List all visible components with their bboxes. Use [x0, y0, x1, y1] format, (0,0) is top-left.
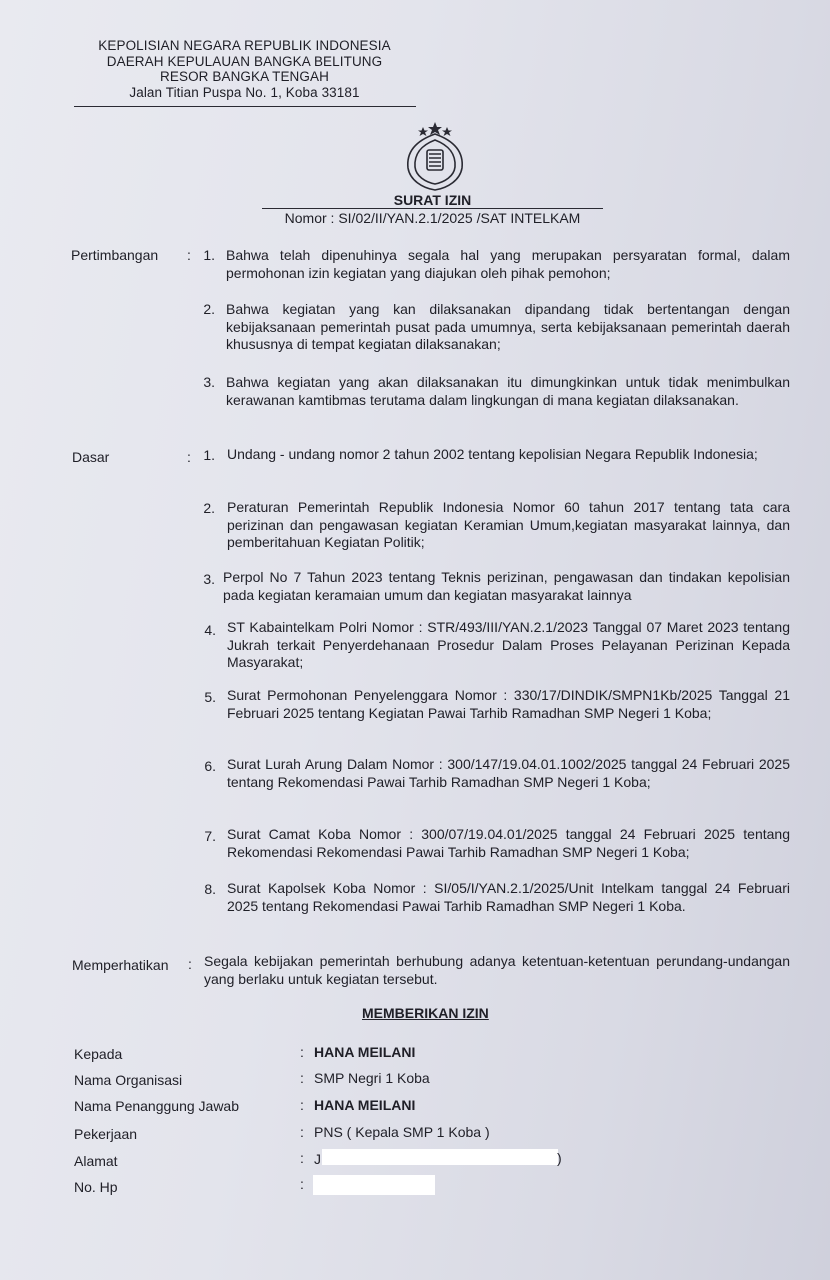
police-crest-icon — [396, 120, 474, 194]
document-number: Nomor : SI/02/II/YAN.2.1/2025 /SAT INTELKAM — [284, 210, 581, 226]
document-title: SURAT IZIN — [393, 192, 472, 208]
list-item: Perpol No 7 Tahun 2023 tentang Teknis perizinan, pengawasan dan tindakan kepolisian pada kegiatan keramaian umum dan kegiatan masyarakat lainnya — [223, 569, 790, 603]
field-label: Alamat — [74, 1153, 118, 1169]
list-number: 1. — [203, 247, 215, 263]
list-number: 2. — [203, 500, 215, 516]
letterhead-line-3: RESOR BANGKA TENGAH — [160, 69, 329, 84]
field-colon: : — [300, 1044, 304, 1060]
list-number: 4. — [204, 622, 216, 638]
letterhead-line-4: Jalan Titian Puspa No. 1, Koba 33181 — [129, 84, 360, 100]
field-value-alamat: J — [314, 1151, 321, 1167]
field-label: Pekerjaan — [74, 1126, 138, 1142]
section-colon: : — [187, 449, 191, 465]
memperhatikan-text: Segala kebijakan pemerintah berhubung adanya ketentuan-ketentuan perundang-undangan yang berlaku untuk kegiatan tersebut. — [204, 953, 790, 987]
list-item: Surat Kapolsek Koba Nomor : SI/05/I/YAN.2.1/2025/Unit Intelkam tanggal 24 Februari 2025 tentang Rekomendasi Pawai Tarhib Ramadhan SMP Negeri 1 Koba. — [227, 880, 790, 914]
list-number: 1. — [203, 447, 215, 463]
section-label-memperhatikan: Memperhatikan — [72, 957, 169, 973]
field-colon: : — [300, 1176, 304, 1192]
list-item: Bahwa kegiatan yang akan dilaksanakan itu dimungkinkan untuk tidak menimbulkan kerawanan kamtibmas terutama dalam lingkungan di mana kegiatan dilaksanakan. — [226, 374, 790, 408]
list-number: 8. — [204, 881, 216, 897]
field-colon: : — [300, 1124, 304, 1140]
list-number: 6. — [204, 758, 216, 774]
title-underline — [262, 208, 603, 209]
field-value-penanggung-jawab: HANA MEILANI — [314, 1097, 416, 1113]
field-colon: : — [300, 1097, 304, 1113]
letterhead-divider — [74, 106, 416, 107]
field-value-pekerjaan: PNS ( Kepala SMP 1 Koba ) — [314, 1124, 490, 1140]
section-label-pertimbangan: Pertimbangan — [71, 247, 159, 263]
list-item: Surat Lurah Arung Dalam Nomor : 300/147/19.04.01.1002/2025 tanggal 24 Februari 2025 tentang Rekomendasi Pawai Tarhib Ramadhan SMP Negeri 1 Koba; — [227, 756, 790, 790]
field-label: Nama Penanggung Jawab — [74, 1098, 240, 1114]
list-item: Surat Camat Koba Nomor : 300/07/19.04.01/2025 tanggal 24 Februari 2025 tentang Rekomendasi Rekomendasi Pawai Tarhib Ramadhan SMP Negeri 1 Koba; — [227, 826, 790, 860]
letterhead — [72, 38, 417, 100]
letterhead-line-1: KEPOLISIAN NEGARA REPUBLIK INDONESIA — [98, 38, 391, 53]
field-value-kepada: HANA MEILANI — [314, 1044, 416, 1060]
section-colon: : — [188, 956, 192, 972]
redaction-box — [322, 1149, 558, 1165]
letterhead-line-2: DAERAH KEPULAUAN BANGKA BELITUNG — [106, 53, 383, 69]
field-label: Nama Organisasi — [74, 1072, 183, 1088]
redaction-box — [313, 1175, 435, 1195]
list-item: Peraturan Pemerintah Republik Indonesia Nomor 60 tahun 2017 tentang tata cara perizinan dan pengawasan kegiatan Keramian Umum,kegiatan masyarakat lainnya, dan pemberitahuan Kegiatan Politik; — [227, 499, 790, 550]
list-item: ST Kabaintelkam Polri Nomor : STR/493/III/YAN.2.1/2023 Tanggal 07 Maret 2023 tentang Jukrah terkait Penyerdehanaan Prosedur Dalam Proses Pelayanan Perizinan Kepada Masyarakat; — [227, 619, 790, 670]
list-number: 7. — [204, 828, 216, 844]
list-item: Undang - undang nomor 2 tahun 2002 tentang kepolisian Negara Republik Indonesia; — [227, 446, 758, 462]
list-number: 3. — [203, 374, 215, 390]
section-colon: : — [187, 247, 191, 263]
grant-heading: MEMBERIKAN IZIN — [362, 1005, 489, 1021]
field-colon: : — [300, 1070, 304, 1086]
section-label-dasar: Dasar — [72, 449, 110, 465]
field-value-alamat-trail: ) — [557, 1150, 562, 1166]
list-number: 5. — [204, 689, 216, 705]
list-item: Bahwa telah dipenuhinya segala hal yang merupakan persyaratan formal, dalam permohonan izin kegiatan yang diajukan oleh pihak pemohon; — [226, 247, 790, 281]
field-value-organisasi: SMP Negri 1 Koba — [314, 1070, 430, 1086]
field-colon: : — [300, 1150, 304, 1166]
field-label: No. Hp — [74, 1179, 118, 1195]
field-label: Kepada — [74, 1046, 123, 1062]
list-item: Bahwa kegiatan yang kan dilaksanakan dipandang tidak bertentangan dengan kebijaksanaan pemerintah pusat pada umumnya, serta kebijaksanaan pemerintah daerah khususnya di tempat kegiatan dilaksanakan; — [226, 301, 790, 352]
list-item: Surat Permohonan Penyelenggara Nomor : 330/17/DINDIK/SMPN1Kb/2025 Tanggal 21 Februari 2025 tentang Kegiatan Pawai Tarhib Ramadhan SMP Negeri 1 Koba; — [227, 687, 790, 721]
list-number: 3. — [203, 571, 215, 587]
list-number: 2. — [203, 301, 215, 317]
